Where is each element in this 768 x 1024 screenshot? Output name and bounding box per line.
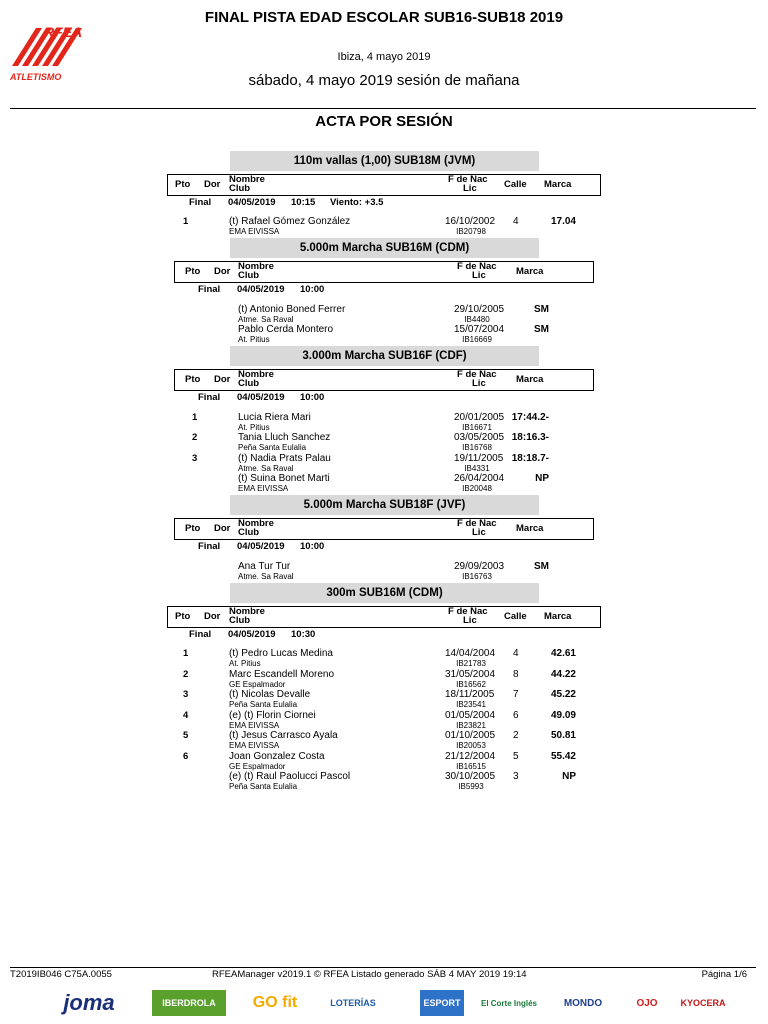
column-header-club: Club	[238, 527, 260, 538]
result-row	[0, 324, 768, 344]
license-number: IB4331	[464, 464, 490, 473]
final-label: Final	[189, 629, 212, 640]
athlete-name: Joan Gonzalez Costa	[229, 751, 325, 762]
mark: 55.42	[550, 751, 576, 762]
birth-date: 18/11/2005	[445, 689, 495, 700]
athlete-name: Lucia Riera Mari	[238, 412, 311, 423]
birth-date: 30/10/2005	[445, 771, 496, 782]
athlete-name: (t) Rafael Gómez González	[229, 216, 351, 227]
column-header-club: Club	[229, 183, 251, 194]
athlete-name: (t) Nadia Prats Palau	[238, 453, 331, 464]
session-label: sábado, 4 mayo 2019 sesión de mañana	[248, 72, 520, 89]
column-header-marca: Marca	[544, 179, 572, 190]
column-header-box	[174, 261, 594, 283]
column-header-fnac: F de Nac	[448, 606, 488, 617]
final-date: 04/05/2019	[237, 541, 285, 552]
column-header-box	[167, 606, 601, 628]
result-row	[0, 453, 768, 473]
sponsor-iberdrola: IBERDROLA	[152, 990, 226, 1016]
column-header-nombre: Nombre	[229, 174, 265, 185]
sponsor-gofit: GO fit	[252, 994, 298, 1011]
result-row	[0, 689, 768, 709]
column-header-dor: Dor	[214, 266, 231, 277]
sponsor-esport: ESPORT	[420, 990, 464, 1016]
document-title: FINAL PISTA EDAD ESCOLAR SUB16-SUB18 2019	[204, 9, 564, 26]
final-date: 04/05/2019	[228, 197, 276, 208]
lane: 3	[513, 771, 519, 782]
mark: 17:44.2-	[511, 412, 549, 423]
sponsor-mondo: MONDO	[563, 997, 603, 1009]
athlete-club: Atme. Sa Raval	[238, 315, 294, 324]
header-divider	[10, 108, 756, 109]
athlete-name: Tania Lluch Sanchez	[238, 432, 331, 443]
final-date: 04/05/2019	[237, 392, 285, 403]
athlete-name: Ana Tur Tur	[238, 561, 291, 572]
column-header-lic: Lic	[472, 378, 486, 389]
athlete-club: At. Pitius	[238, 335, 270, 344]
athlete-name: (t) Pedro Lucas Medina	[229, 648, 333, 659]
athlete-club: Atme. Sa Raval	[238, 572, 294, 581]
license-number: IB5993	[458, 782, 484, 791]
footer-code: T2019IB046 C75A.0055	[10, 969, 112, 980]
license-number: IB16768	[462, 443, 492, 452]
location-date: Ibiza, 4 mayo 2019	[337, 51, 431, 63]
column-header-dor: Dor	[204, 611, 221, 622]
result-row	[0, 730, 768, 750]
result-row	[0, 473, 768, 493]
footer-generated: RFEAManager v2019.1 © RFEA Listado generado SÁB 4 MAY 2019 19:14	[212, 969, 527, 980]
wind-reading: Viento: +3.5	[330, 197, 384, 208]
athlete-club: EMA EIVISSA	[229, 741, 280, 750]
athlete-name: (t) Jesus Carrasco Ayala	[229, 730, 338, 741]
license-number: IB21783	[456, 659, 486, 668]
license-number: IB20048	[462, 484, 492, 493]
result-row	[0, 771, 768, 791]
column-header-nombre: Nombre	[238, 369, 274, 380]
athlete-club: Peña Santa Eulalia	[229, 782, 298, 791]
position: 4	[183, 710, 189, 721]
column-header-club: Club	[238, 378, 260, 389]
column-header-lic: Lic	[463, 183, 477, 194]
birth-date: 19/11/2005	[454, 453, 504, 464]
column-header-calle: Calle	[504, 611, 527, 622]
column-header-dor: Dor	[214, 374, 231, 385]
event-title: 300m SUB16M (CDM)	[230, 583, 539, 603]
athlete-club: Atme. Sa Raval	[238, 464, 294, 473]
athlete-club: Peña Santa Eulalia	[238, 443, 307, 452]
birth-date: 29/10/2005	[454, 304, 505, 315]
athlete-name: (t) Suina Bonet Marti	[238, 473, 330, 484]
license-number: IB4480	[464, 315, 490, 324]
column-header-marca: Marca	[516, 374, 544, 385]
column-header-pto: Pto	[175, 179, 191, 190]
result-row	[0, 669, 768, 689]
event-title: 110m vallas (1,00) SUB18M (JVM)	[230, 151, 539, 171]
column-header-lic: Lic	[472, 527, 486, 538]
lane: 8	[513, 669, 519, 680]
position: 1	[192, 412, 198, 423]
final-time: 10:00	[300, 541, 325, 552]
mark: NP	[562, 771, 576, 782]
license-number: IB23821	[456, 721, 486, 730]
sponsor-strip	[0, 990, 768, 1020]
result-row	[0, 710, 768, 730]
athlete-name: (e) (t) Florin Ciornei	[229, 710, 316, 721]
final-label: Final	[189, 197, 212, 208]
lane: 5	[513, 751, 519, 762]
position: 3	[192, 453, 198, 464]
birth-date: 15/07/2004	[454, 324, 505, 335]
athlete-club: GE Espalmador	[229, 762, 286, 771]
column-header-pto: Pto	[185, 523, 201, 534]
lane: 7	[513, 689, 519, 700]
svg-text:ATLETISMO: ATLETISMO	[10, 72, 62, 82]
column-header-nombre: Nombre	[238, 518, 274, 529]
athlete-name: (t) Antonio Boned Ferrer	[238, 304, 346, 315]
birth-date: 20/01/2005	[454, 412, 505, 423]
athlete-name: Marc Escandell Moreno	[229, 669, 335, 680]
column-header-lic: Lic	[463, 615, 477, 626]
license-number: IB20798	[456, 227, 486, 236]
mark: 42.61	[550, 648, 576, 659]
sponsor-corteingles: El Corte Inglés	[480, 998, 537, 1008]
position: 1	[183, 648, 189, 659]
column-header-calle: Calle	[504, 179, 527, 190]
result-row	[0, 751, 768, 771]
mark: 50.81	[550, 730, 576, 741]
result-row	[0, 432, 768, 452]
column-header-box	[167, 174, 601, 196]
final-time: 10:30	[291, 629, 316, 640]
result-row	[0, 216, 768, 236]
athlete-club: EMA EIVISSA	[229, 227, 280, 236]
mark: 17.04	[550, 216, 576, 227]
mark: 45.22	[550, 689, 576, 700]
birth-date: 26/04/2004	[454, 473, 505, 484]
sponsor-kyocera: KYOCERA	[680, 998, 726, 1008]
result-row	[0, 412, 768, 432]
athlete-club: EMA EIVISSA	[238, 484, 289, 493]
column-header-lic: Lic	[472, 270, 486, 281]
column-header-box	[174, 369, 594, 391]
final-time: 10:00	[300, 392, 325, 403]
position: 6	[183, 751, 189, 762]
final-time: 10:15	[291, 197, 316, 208]
athlete-club: GE Espalmador	[229, 680, 286, 689]
result-row	[0, 561, 768, 581]
mark: SM	[534, 304, 549, 315]
result-row	[0, 304, 768, 324]
acta-heading: ACTA POR SESIÓN	[315, 113, 453, 130]
lane: 2	[513, 730, 519, 741]
birth-date: 21/12/2004	[445, 751, 496, 762]
column-header-box	[174, 518, 594, 540]
lane: 6	[513, 710, 519, 721]
position: 3	[183, 689, 189, 700]
event-title: 5.000m Marcha SUB16M (CDM)	[230, 238, 539, 258]
position: 5	[183, 730, 189, 741]
athlete-name: (t) Nicolas Devalle	[229, 689, 311, 700]
birth-date: 14/04/2004	[445, 648, 496, 659]
footer-page: Página 1/6	[701, 969, 747, 980]
column-header-fnac: F de Nac	[457, 518, 497, 529]
final-time: 10:00	[300, 284, 325, 295]
mark: 44.22	[550, 669, 576, 680]
sponsor-joma: joma	[63, 990, 115, 1015]
mark: 18:18.7-	[511, 453, 549, 464]
column-header-nombre: Nombre	[238, 261, 274, 272]
footer-divider	[10, 967, 756, 968]
athlete-club: At. Pitius	[238, 423, 270, 432]
column-header-fnac: F de Nac	[448, 174, 488, 185]
column-header-dor: Dor	[214, 523, 231, 534]
mark: 18:16.3-	[511, 432, 549, 443]
column-header-marca: Marca	[516, 523, 544, 534]
license-number: IB16669	[462, 335, 492, 344]
position: 2	[183, 669, 189, 680]
final-label: Final	[198, 284, 221, 295]
column-header-pto: Pto	[185, 374, 201, 385]
athlete-name: Pablo Cerda Montero	[238, 324, 334, 335]
final-label: Final	[198, 392, 221, 403]
sponsor-loterias: LOTERÍAS	[330, 998, 376, 1008]
birth-date: 29/09/2003	[454, 561, 505, 572]
license-number: IB16562	[456, 680, 486, 689]
sponsor-ojo: OJO	[636, 997, 658, 1009]
column-header-club: Club	[229, 615, 251, 626]
position: 1	[183, 216, 189, 227]
column-header-pto: Pto	[175, 611, 191, 622]
athlete-club: Peña Santa Eulalia	[229, 700, 298, 709]
athlete-club: At. Pitius	[229, 659, 261, 668]
license-number: IB23541	[456, 700, 486, 709]
license-number: IB20053	[456, 741, 486, 750]
birth-date: 16/10/2002	[445, 216, 496, 227]
event-title: 5.000m Marcha SUB18F (JVF)	[230, 495, 539, 515]
birth-date: 01/10/2005	[445, 730, 496, 741]
column-header-nombre: Nombre	[229, 606, 265, 617]
mark: SM	[534, 561, 549, 572]
mark: 49.09	[550, 710, 576, 721]
column-header-fnac: F de Nac	[457, 369, 497, 380]
svg-text:RFEA: RFEA	[44, 24, 83, 40]
result-row	[0, 648, 768, 668]
lane: 4	[513, 648, 519, 659]
athlete-club: EMA EIVISSA	[229, 721, 280, 730]
column-header-club: Club	[238, 270, 260, 281]
birth-date: 03/05/2005	[454, 432, 505, 443]
final-label: Final	[198, 541, 221, 552]
column-header-marca: Marca	[544, 611, 572, 622]
mark: SM	[534, 324, 549, 335]
birth-date: 01/05/2004	[445, 710, 496, 721]
final-date: 04/05/2019	[237, 284, 285, 295]
event-title: 3.000m Marcha SUB16F (CDF)	[230, 346, 539, 366]
column-header-marca: Marca	[516, 266, 544, 277]
column-header-pto: Pto	[185, 266, 201, 277]
column-header-fnac: F de Nac	[457, 261, 497, 272]
birth-date: 31/05/2004	[445, 669, 496, 680]
mark: NP	[535, 473, 549, 484]
license-number: IB16515	[456, 762, 486, 771]
position: 2	[192, 432, 198, 443]
license-number: IB16671	[462, 423, 492, 432]
athlete-name: (e) (t) Raul Paolucci Pascol	[229, 771, 351, 782]
column-header-dor: Dor	[204, 179, 221, 190]
final-date: 04/05/2019	[228, 629, 276, 640]
lane: 4	[513, 216, 519, 227]
license-number: IB16763	[462, 572, 492, 581]
